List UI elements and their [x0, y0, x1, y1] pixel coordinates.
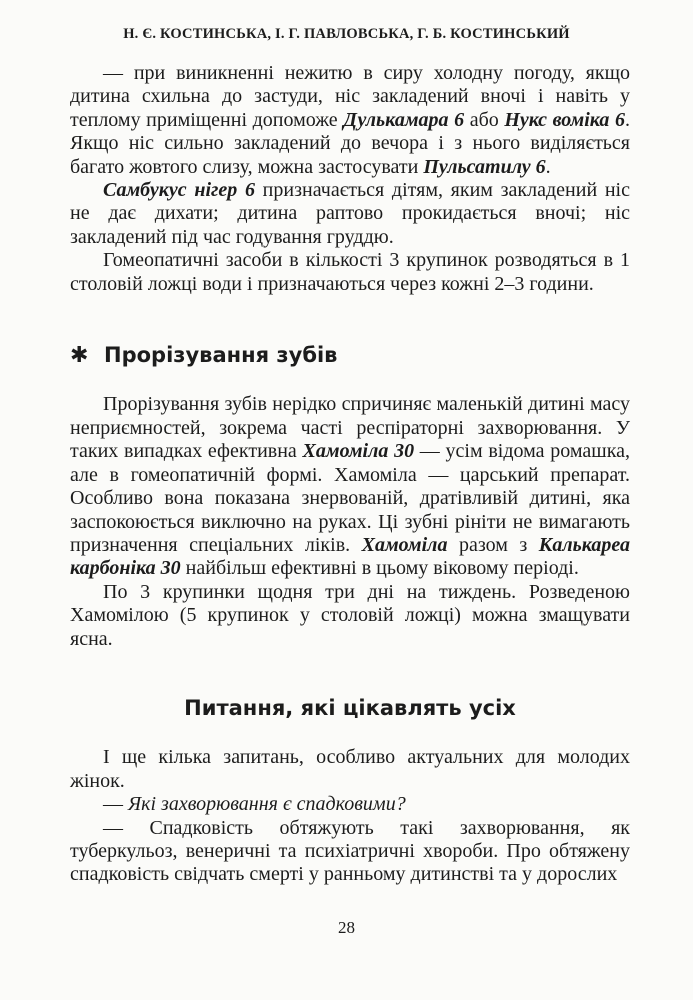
- page-number: 28: [338, 918, 355, 937]
- text-run: — усім відома ромашка, але в гомеопатичній формі. Хамоміла — царський препарат. Особливо вона показана знервованій, дратівливій дитині, яка заспокоюється виключно на руках. Ці зубні рініти не вимагають призначення спеціальних ліків.: [70, 440, 630, 556]
- paragraph-answer: — Спадковість обтяжують такі захворювання, як туберкульоз, венеричні та психіатричні хвороби. Про обтяжену спадковість свідчать смерті у ранньому дитинстві та у дорослих: [70, 816, 630, 886]
- section-heading-teething: [70, 344, 630, 367]
- text-run: призначається дітям, яким закладений ніс не дає дихати; дитина раптово прокидається вночі; ніс закладений під час годування груддю.: [70, 179, 630, 248]
- paragraph-dosage: Гомеопатичні засоби в кількості 3 крупинок розводяться в 1 столовій ложці води і призначаються через кожні 2–3 години.: [70, 249, 630, 295]
- text-run: найбільш ефективні в цьому віковому періоді.: [180, 557, 579, 580]
- paragraph-sambucus: [70, 179, 630, 249]
- remedy-name: Хамоміла: [361, 533, 448, 556]
- text-run: разом з: [447, 533, 539, 556]
- text-run: . Якщо ніс сильно закладений до вечора і з нього виділяється багато жовтого слизу, можна застосувати: [70, 108, 630, 178]
- remedy-name: Нукс воміка 6: [504, 108, 625, 131]
- text-run: — при виникненні нежитю в сиру холодну погоду, якщо дитина схильна до застуди, ніс закладений вночі і навіть у теплому приміщенні допоможе: [70, 62, 630, 131]
- page-body: [70, 62, 630, 887]
- running-header: Н. Є. КОСТИНСЬКА, І. Г. ПАВЛОВСЬКА, Г. Б. КОСТИНСЬКИЙ: [123, 26, 570, 42]
- remedy-name: Калькареа карбоніка 30: [70, 533, 630, 580]
- paragraph-teething-dosage: По 3 крупинки щодня три дні на тиждень. Розведеною Хамомілою (5 крупинок у столовій ложці) можна змащувати ясна.: [70, 580, 630, 650]
- asterisk-icon: ✱: [70, 343, 89, 369]
- remedy-name: Дулькамара 6: [343, 108, 465, 131]
- paragraph-question: [70, 793, 630, 816]
- text-run: .: [545, 155, 551, 178]
- text-run: Прорізування зубів нерідко спричиняє маленькій дитині масу неприємностей, зокрема часті респіраторні захворювання. У таких випадках ефективна: [70, 393, 630, 463]
- remedy-name: Пульсатилу 6: [423, 155, 546, 178]
- text-run: —: [103, 793, 128, 816]
- paragraph-intro-questions: І ще кілька запитань, особливо актуальних для молодих жінок.: [70, 746, 630, 792]
- section-heading-questions: Питання, які цікавлять усіх: [184, 695, 516, 720]
- text-run: або: [464, 108, 505, 131]
- question-text: Які захворювання є спадковими?: [128, 793, 406, 816]
- remedy-name: Хамоміла 30: [302, 440, 415, 463]
- paragraph-runny-nose: [70, 62, 630, 179]
- remedy-name: Самбукус нігер 6: [103, 179, 255, 202]
- section-title: Прорізування зубів: [104, 343, 338, 368]
- paragraph-teething: [70, 393, 630, 580]
